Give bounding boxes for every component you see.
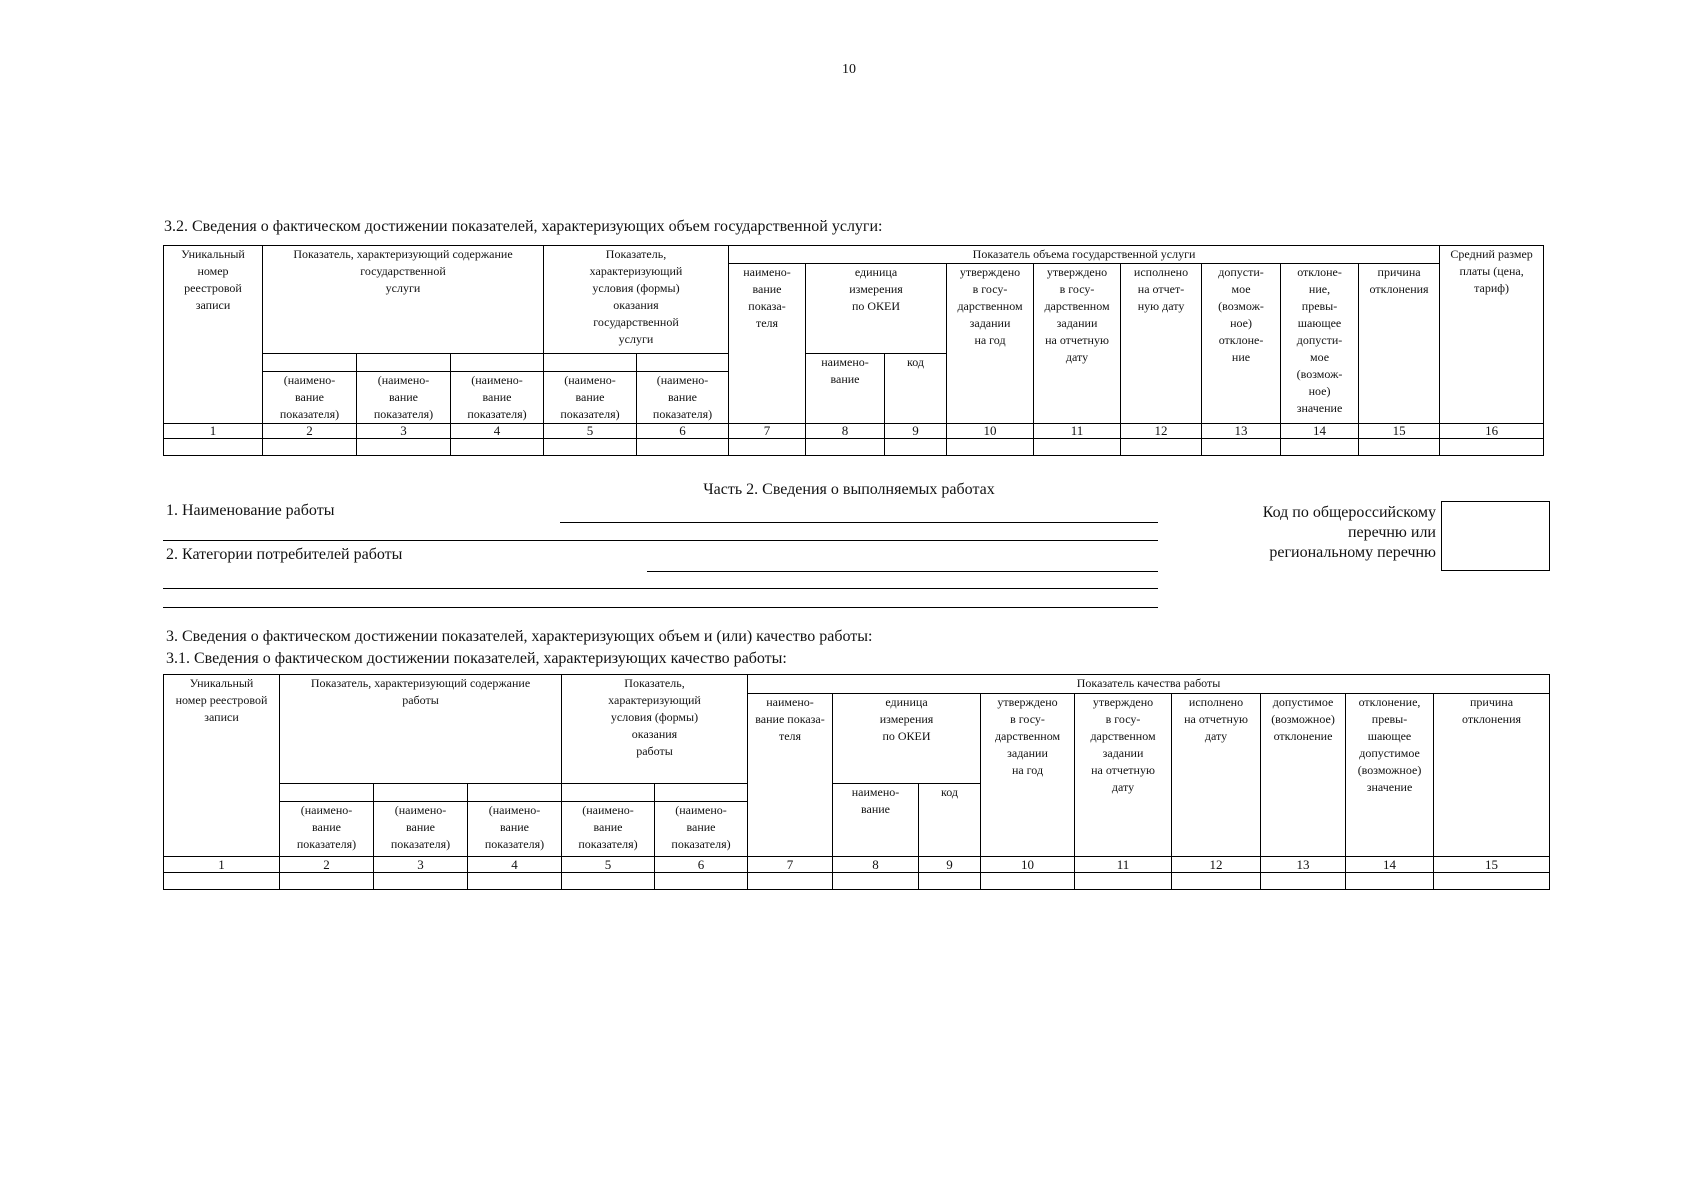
col-approved-date: утверждено в госу- дарственном задании на отчетную дату — [1075, 694, 1172, 857]
col-approved-year: утверждено в госу- дарственном задании на год — [947, 264, 1034, 424]
column-number: 15 — [1359, 424, 1440, 439]
blank-cell — [655, 784, 748, 802]
data-cell[interactable] — [1075, 873, 1172, 890]
registry-code-label: Код по общероссийскому перечню или региональному перечню — [1262, 504, 1436, 561]
col-content-indicator: Показатель, характеризующий содержание работы — [280, 675, 562, 784]
column-number: 4 — [468, 857, 562, 873]
col-unit-name: наимено- вание — [806, 354, 885, 424]
data-cell[interactable] — [1440, 439, 1544, 456]
part-2-title: Часть 2. Сведения о выполняемых работах — [703, 481, 995, 498]
consumer-categories-line-2[interactable] — [163, 588, 1158, 589]
col-unique-number: Уникальный номер реестровой записи — [164, 675, 280, 857]
data-cell[interactable] — [1434, 873, 1550, 890]
data-cell[interactable] — [357, 439, 451, 456]
data-cell[interactable] — [544, 439, 637, 456]
section-3-1-heading: 3.1. Сведения о фактическом достижении показателей, характеризующих качество работы: — [166, 650, 787, 667]
data-cell[interactable] — [280, 873, 374, 890]
col-approved-date: утверждено в госу- дарственном задании на отчетную дату — [1034, 264, 1121, 424]
service-volume-table — [163, 245, 1544, 456]
data-cell[interactable] — [468, 873, 562, 890]
data-cell[interactable] — [562, 873, 655, 890]
column-number: 4 — [451, 424, 544, 439]
column-number: 1 — [164, 857, 280, 873]
data-cell[interactable] — [947, 439, 1034, 456]
indicator-name-cell: (наимено- вание показателя) — [468, 802, 562, 857]
data-cell[interactable] — [806, 439, 885, 456]
data-cell[interactable] — [885, 439, 947, 456]
data-cell[interactable] — [655, 873, 748, 890]
column-number: 1 — [164, 424, 263, 439]
blank-cell — [468, 784, 562, 802]
section-3-heading: 3. Сведения о фактическом достижении показателей, характеризующих объем и (или) качество работы: — [166, 628, 873, 645]
col-unit-code: код — [919, 784, 981, 857]
col-unit-code: код — [885, 354, 947, 424]
column-number: 8 — [833, 857, 919, 873]
data-cell[interactable] — [833, 873, 919, 890]
column-number: 8 — [806, 424, 885, 439]
col-exceeding-deviation: отклонение, превы- шающее допустимое (возможное) значение — [1346, 694, 1434, 857]
col-approved-year: утверждено в госу- дарственном задании на год — [981, 694, 1075, 857]
data-cell[interactable] — [451, 439, 544, 456]
blank-cell — [280, 784, 374, 802]
data-cell[interactable] — [748, 873, 833, 890]
work-name-line-2[interactable] — [163, 540, 1158, 541]
data-cell[interactable] — [1172, 873, 1261, 890]
work-name-line[interactable] — [560, 522, 1158, 523]
data-cell[interactable] — [1346, 873, 1434, 890]
column-number: 5 — [544, 424, 637, 439]
blank-cell — [263, 354, 357, 372]
column-number: 13 — [1261, 857, 1346, 873]
column-number: 13 — [1202, 424, 1281, 439]
column-number: 11 — [1034, 424, 1121, 439]
column-number: 9 — [919, 857, 981, 873]
registry-code-box[interactable] — [1441, 501, 1550, 571]
col-executed: исполнено на отчет- ную дату — [1121, 264, 1202, 424]
data-cell[interactable] — [919, 873, 981, 890]
data-cell[interactable] — [729, 439, 806, 456]
work-name-label: 1. Наименование работы — [166, 502, 335, 519]
indicator-name-cell: (наимено- вание показателя) — [562, 802, 655, 857]
column-number: 3 — [357, 424, 451, 439]
blank-cell — [451, 354, 544, 372]
data-cell[interactable] — [1359, 439, 1440, 456]
column-number: 11 — [1075, 857, 1172, 873]
column-number: 6 — [655, 857, 748, 873]
column-number: 14 — [1281, 424, 1359, 439]
data-cell[interactable] — [1281, 439, 1359, 456]
consumer-categories-line[interactable] — [647, 571, 1158, 572]
data-cell[interactable] — [1261, 873, 1346, 890]
data-cell[interactable] — [263, 439, 357, 456]
data-cell[interactable] — [164, 873, 280, 890]
consumer-categories-label: 2. Категории потребителей работы — [166, 546, 403, 563]
column-number: 10 — [981, 857, 1075, 873]
col-exceeding-deviation: отклоне- ние, превы- шающее допусти- мое (возмож- ное) значение — [1281, 264, 1359, 424]
column-number: 5 — [562, 857, 655, 873]
col-quality-group: Показатель качества работы — [748, 675, 1550, 694]
col-unit: единица измерения по ОКЕИ — [833, 694, 981, 784]
consumer-categories-line-3[interactable] — [163, 607, 1158, 608]
column-number: 9 — [885, 424, 947, 439]
column-number: 16 — [1440, 424, 1544, 439]
column-number: 2 — [263, 424, 357, 439]
column-number: 3 — [374, 857, 468, 873]
col-unit-name: наимено- вание — [833, 784, 919, 857]
blank-cell — [357, 354, 451, 372]
col-deviation-reason: причина отклонения — [1359, 264, 1440, 424]
data-cell[interactable] — [981, 873, 1075, 890]
data-cell[interactable] — [374, 873, 468, 890]
work-quality-table — [163, 674, 1550, 890]
col-conditions-indicator: Показатель, характеризующий условия (формы) оказания работы — [562, 675, 748, 784]
indicator-name-cell: (наимено- вание показателя) — [357, 372, 451, 424]
col-indicator-name: наимено- вание показа- теля — [729, 264, 806, 424]
col-deviation-reason: причина отклонения — [1434, 694, 1550, 857]
data-cell[interactable] — [1121, 439, 1202, 456]
column-number: 7 — [729, 424, 806, 439]
page-number: 10 — [842, 62, 856, 77]
column-number: 7 — [748, 857, 833, 873]
data-cell[interactable] — [164, 439, 263, 456]
indicator-name-cell: (наимено- вание показателя) — [263, 372, 357, 424]
col-unit: единица измерения по ОКЕИ — [806, 264, 947, 354]
data-cell[interactable] — [1202, 439, 1281, 456]
column-number: 15 — [1434, 857, 1550, 873]
blank-cell — [562, 784, 655, 802]
blank-cell — [637, 354, 729, 372]
col-avg-fee: Средний размер платы (цена, тариф) — [1440, 246, 1544, 424]
col-allowed-deviation: допустимое (возможное) отклонение — [1261, 694, 1346, 857]
col-volume-group: Показатель объема государственной услуги — [729, 246, 1440, 264]
data-cell[interactable] — [637, 439, 729, 456]
col-unique-number: Уникальный номер реестровой записи — [164, 246, 263, 424]
column-number: 10 — [947, 424, 1034, 439]
blank-cell — [374, 784, 468, 802]
column-number: 6 — [637, 424, 729, 439]
indicator-name-cell: (наимено- вание показателя) — [451, 372, 544, 424]
column-number: 12 — [1172, 857, 1261, 873]
indicator-name-cell: (наимено- вание показателя) — [280, 802, 374, 857]
col-conditions-indicator: Показатель, характеризующий условия (формы) оказания государственной услуги — [544, 246, 729, 354]
indicator-name-cell: (наимено- вание показателя) — [544, 372, 637, 424]
section-3-2-heading: 3.2. Сведения о фактическом достижении показателей, характеризующих объем государственной услуги: — [164, 218, 883, 235]
col-allowed-deviation: допусти- мое (возмож- ное) отклоне- ние — [1202, 264, 1281, 424]
indicator-name-cell: (наимено- вание показателя) — [374, 802, 468, 857]
column-number: 2 — [280, 857, 374, 873]
blank-cell — [544, 354, 637, 372]
column-number: 12 — [1121, 424, 1202, 439]
indicator-name-cell: (наимено- вание показателя) — [655, 802, 748, 857]
col-indicator-name: наимено- вание показа- теля — [748, 694, 833, 857]
col-executed: исполнено на отчетную дату — [1172, 694, 1261, 857]
indicator-name-cell: (наимено- вание показателя) — [637, 372, 729, 424]
data-cell[interactable] — [1034, 439, 1121, 456]
col-content-indicator: Показатель, характеризующий содержание государственной услуги — [263, 246, 544, 354]
column-number: 14 — [1346, 857, 1434, 873]
